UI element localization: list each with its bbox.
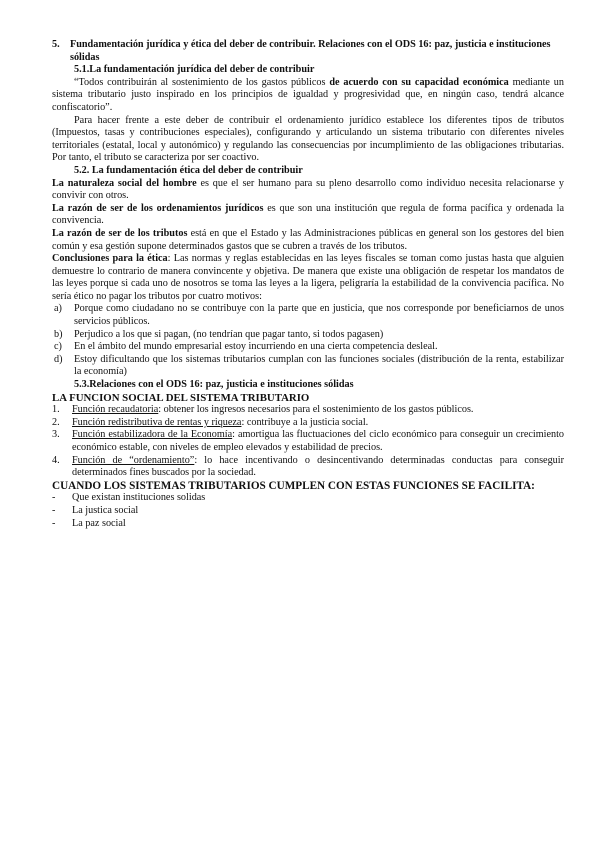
list-marker: a) [54, 303, 62, 315]
list-item [52, 429, 564, 454]
function-name: Función estabilizadora de la Economía [72, 429, 233, 441]
reasons-list [52, 303, 564, 379]
section-5-1-heading: 5.1.La fundamentación jurídica del deber de contribuir [74, 64, 315, 76]
social-nature-paragraph [52, 178, 564, 203]
section-5-heading [52, 39, 564, 64]
constitution-quote [52, 77, 564, 115]
list-item [52, 505, 564, 518]
list-marker: - [52, 492, 56, 504]
quote-emphasis: de acuerdo con su capacidad económica [329, 76, 509, 88]
quote-start: “Todos contribuirán al sostenimiento de los gastos públicos [74, 76, 330, 88]
section-title: Fundamentación jurídica y ética del deber de contribuir. Relaciones con el ODS 16: paz, justicia e instituciones sólidas [70, 39, 551, 63]
outcomes-list [52, 492, 564, 530]
list-item [52, 354, 564, 379]
paragraph-lead: La razón de ser de los ordenamientos jurídicos [52, 202, 264, 214]
list-item-text: Estoy dificultando que los sistemas tributarios cumplan con las funciones sociales (distribución de la renta, estabilizar la economía) [74, 353, 564, 378]
list-marker: 2. [52, 416, 60, 428]
list-marker: b) [54, 328, 63, 340]
legal-order-paragraph [52, 203, 564, 228]
function-description: : obtener los ingresos necesarios para el sostenimiento de los gastos públicos. [158, 404, 474, 416]
paragraph-lead: La naturaleza social del hombre [52, 177, 197, 189]
list-item [52, 329, 564, 342]
list-item [52, 455, 564, 480]
paragraph-body: : Las normas y reglas establecidas en las leyes fiscales se toman como justas hasta que alguien demuestre lo contrario de manera convincente y objetiva. De manera que existe una obligación de respetar los mandatos de las leyes porque si cada uno de nosotros se toma las leyes a la ligera, peligraría la estabilidad de la convivencia pacífica. No sería ético no pagar los tributos por cuatro motivos: [52, 253, 564, 302]
social-function-heading: LA FUNCION SOCIAL DEL SISTEMA TRIBUTARIO [52, 391, 310, 404]
list-item [52, 341, 564, 354]
function-description: : contribuye a la justicia social. [241, 416, 369, 428]
paragraph-body: es que son una institución que regula de forma pacífica y ordenada la convivencia. [52, 202, 564, 227]
document-page [52, 39, 564, 530]
list-item-content [72, 429, 564, 454]
list-item [52, 303, 564, 328]
section-5-2-heading: 5.2. La fundamentación ética del deber de contribuir [74, 164, 303, 176]
list-item-text: En el ámbito del mundo empresarial estoy incurriendo en una cierta competencia desleal. [74, 341, 438, 353]
function-name: Función de “ordenamiento” [72, 454, 195, 466]
function-description: : lo hace incentivando o desincentivando determinadas conductas para conseguir determinados fines buscados por la sociedad. [72, 454, 564, 479]
function-name: Función recaudatoria [72, 404, 159, 416]
paragraph-lead: La razón de ser de los tributos [52, 227, 188, 239]
list-item-text: Que existan instituciones solidas [72, 492, 206, 504]
list-item [52, 518, 564, 531]
list-item-content [72, 455, 564, 480]
section-number: 5. [52, 39, 60, 50]
functions-list [52, 404, 564, 480]
function-name: Función redistributiva de rentas y riqueza [72, 416, 242, 428]
paragraph-lead: Conclusiones para la ética [52, 253, 168, 265]
list-marker: - [52, 504, 56, 516]
quote-end: mediante un sistema tributario justo inspirado en los principios de igualdad y progresividad que, en ningún caso, tendrá alcance confiscatorio”. [52, 76, 564, 113]
tax-purpose-paragraph [52, 228, 564, 253]
legal-basis-paragraph: Para hacer frente a este deber de contribuir el ordenamiento jurídico establece los diferentes tipos de tributos (Impuestos, tasas y contribuciones especiales), configurando y articulando un sistema tributario con diferentes niveles territoriales (estatal, local y autonómico) y regulando las consecuencias por incumplimiento de las obligaciones tributarias. Por tanto, el tributo se caracteriza por ser coactivo. [52, 114, 564, 164]
list-item-text: Porque como ciudadano no se contribuye con la parte que en justicia, que nos corresponde por beneficiarnos de unos servicios públicos. [74, 303, 564, 328]
list-item-content [72, 417, 368, 430]
list-item [52, 417, 564, 430]
list-item-text: Perjudico a los que si pagan, (no tendrían que pagar tanto, si todos pagasen) [74, 328, 384, 340]
ethics-conclusion-paragraph [52, 253, 564, 303]
list-item [52, 404, 564, 417]
list-item [52, 492, 564, 505]
list-marker: - [52, 517, 56, 529]
paragraph-body: está en que el Estado y las Administraciones públicas en general son los gestores del bien común y esa gestión supone determinados gastos que se cubren a través de los tributos. [52, 227, 564, 252]
list-marker: 3. [52, 429, 60, 441]
list-marker: c) [54, 341, 62, 353]
list-marker: 1. [52, 404, 60, 416]
function-description: : amortigua las fluctuaciones del ciclo económico para conseguir un crecimiento económico estable, con niveles de empleo elevados y estabilidad de precios. [72, 429, 564, 453]
list-marker: d) [54, 353, 63, 365]
list-item-content [72, 404, 473, 417]
list-item-text: La paz social [72, 517, 126, 529]
list-marker: 4. [52, 454, 60, 466]
conclusion-heading: CUANDO LOS SISTEMAS TRIBUTARIOS CUMPLEN CON ESTAS FUNCIONES SE FACILITA: [52, 479, 535, 492]
section-5-3-heading: 5.3.Relaciones con el ODS 16: paz, justicia e instituciones sólidas [74, 379, 354, 391]
list-item-text: La justica social [72, 504, 139, 516]
paragraph-body: es que el ser humano para su pleno desarrollo como individuo necesita relacionarse y convivir con otros. [52, 177, 564, 202]
